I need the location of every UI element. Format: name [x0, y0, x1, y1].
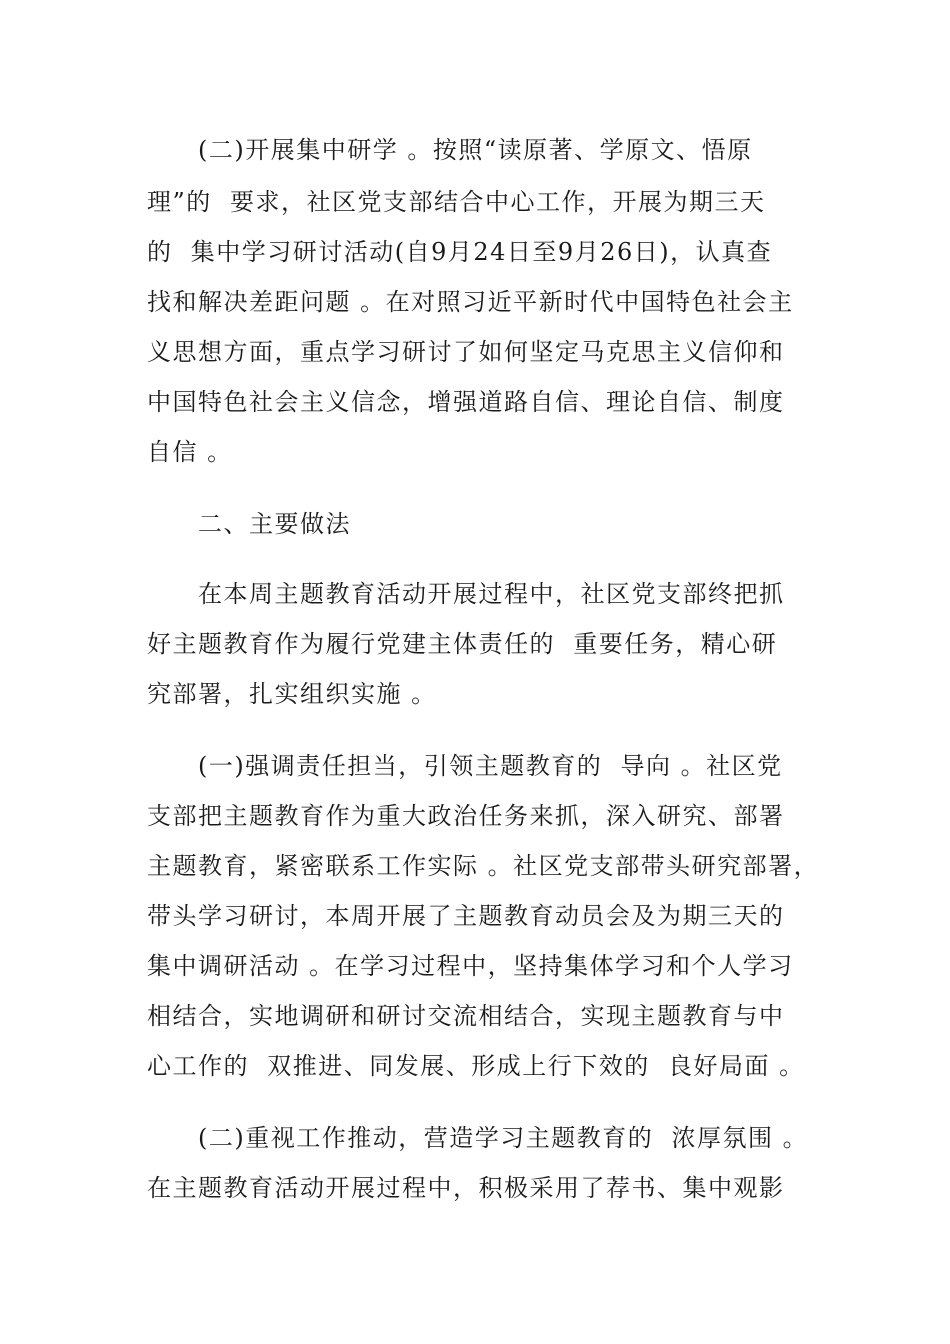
paragraph-line: 在本周主题教育活动开展过程中，社区党支部终把抓: [198, 580, 785, 608]
paragraph-line: 主题教育，紧密联系工作实际 。社区党支部带头研究部署，: [147, 852, 820, 880]
paragraph-line: (二)开展集中研学 。按照“读原著、学原文、悟原: [198, 136, 753, 164]
section-heading: 二、主要做法: [198, 510, 351, 538]
paragraph-line: 究部署，扎实组织实施 。: [147, 680, 437, 708]
paragraph-line: 中国特色社会主义信念，增强道路自信、理论自信、制度: [147, 388, 785, 416]
paragraph-line: 在主题教育活动开展过程中，积极采用了荐书、集中观影: [147, 1174, 785, 1202]
paragraph-line: 找和解决差距问题 。在对照习近平新时代中国特色社会主: [147, 288, 794, 316]
paragraph-line: 理”的 要求，社区党支部结合中心工作，开展为期三天: [147, 188, 766, 216]
paragraph-line: 义思想方面，重点学习研讨了如何坚定马克思主义信仰和: [147, 338, 785, 366]
paragraph-line: (二)重视工作推动，营造学习主题教育的 浓厚氛围 。: [198, 1124, 809, 1152]
paragraph-line: 集中调研活动 。在学习过程中，坚持集体学习和个人学习: [147, 952, 794, 980]
paragraph-line: 带头学习研讨，本周开展了主题教育动员会及为期三天的: [147, 902, 785, 930]
paragraph-line: 的 集中学习研讨活动(自9月24日至9月26日)，认真查: [147, 238, 773, 266]
paragraph-line: 自信 。: [147, 438, 233, 466]
paragraph-line: 好主题教育作为履行党建主体责任的 重要任务，精心研: [147, 630, 778, 658]
paragraph-line: 心工作的 双推进、同发展、形成上行下效的 良好局面 。: [147, 1052, 805, 1080]
paragraph-line: (一)强调责任担当，引领主题教育的 导向 。社区党: [198, 752, 783, 780]
paragraph-line: 支部把主题教育作为重大政治任务来抓，深入研究、部署: [147, 802, 785, 830]
paragraph-line: 相结合，实地调研和研讨交流相结合，实现主题教育与中: [147, 1002, 785, 1030]
